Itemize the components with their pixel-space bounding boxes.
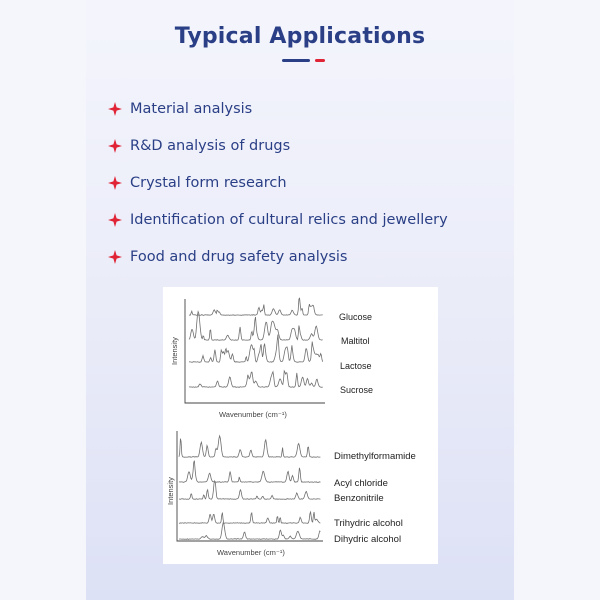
top-panel-xlabel: Wavenumber (cm⁻¹) [219, 410, 287, 419]
series-label-dihydric-alcohol: Dihydric alcohol [334, 534, 402, 545]
application-label: Food and drug safety analysis [130, 248, 348, 265]
four-point-star-icon [108, 102, 122, 116]
bottom-panel-ylabel: Intensity [166, 477, 175, 505]
bottom-spectrum-trace [179, 461, 320, 483]
series-label-trihydric-alcohol: Trihydric alcohol [334, 518, 403, 529]
top-spectrum-trace [189, 371, 323, 387]
bottom-spectrum-trace [179, 436, 320, 457]
series-label-benzonitrile: Benzonitrile [334, 493, 384, 504]
series-label-glucose: Glucose [339, 312, 373, 322]
application-label: Crystal form research [130, 174, 287, 191]
application-label: Identification of cultural relics and jewellery [130, 211, 448, 228]
spectra-figure [163, 287, 438, 564]
application-label: Material analysis [130, 100, 253, 117]
top-spectra-panel [170, 298, 373, 419]
application-label: R&D analysis of drugs [130, 137, 291, 154]
list-item [108, 201, 508, 238]
list-item [108, 90, 508, 127]
top-spectrum-trace [189, 298, 323, 315]
four-point-star-icon [108, 250, 122, 264]
series-label-lactose: Lactose [340, 361, 372, 371]
top-panel-traces [189, 298, 323, 387]
top-panel-ylabel: Intensity [170, 337, 179, 365]
series-label-acyl-chloride: Acyl chloride [334, 478, 388, 489]
page-title: Typical Applications [174, 24, 426, 49]
applications-list [108, 90, 508, 275]
bottom-spectra-panel [166, 431, 416, 557]
list-item [108, 127, 508, 164]
list-item [108, 164, 508, 201]
bottom-panel-axes [177, 431, 323, 541]
bottom-panel-traces [179, 436, 320, 539]
top-spectrum-trace [189, 312, 323, 341]
four-point-star-icon [108, 213, 122, 227]
four-point-star-icon [108, 139, 122, 153]
bottom-spectrum-trace [179, 512, 320, 523]
four-point-star-icon [108, 176, 122, 190]
bottom-panel-xlabel: Wavenumber (cm⁻¹) [217, 548, 285, 557]
bottom-spectrum-trace [179, 481, 320, 499]
bottom-spectrum-trace [179, 523, 320, 539]
list-item [108, 238, 508, 275]
series-label-maltitol: Maltitol [341, 336, 370, 346]
spectra-svg [163, 287, 438, 564]
series-label-dimethylformamide: Dimethylformamide [334, 451, 416, 462]
title-underline-accent [315, 59, 325, 62]
title-underline-primary [282, 59, 310, 62]
series-label-sucrose: Sucrose [340, 385, 374, 395]
